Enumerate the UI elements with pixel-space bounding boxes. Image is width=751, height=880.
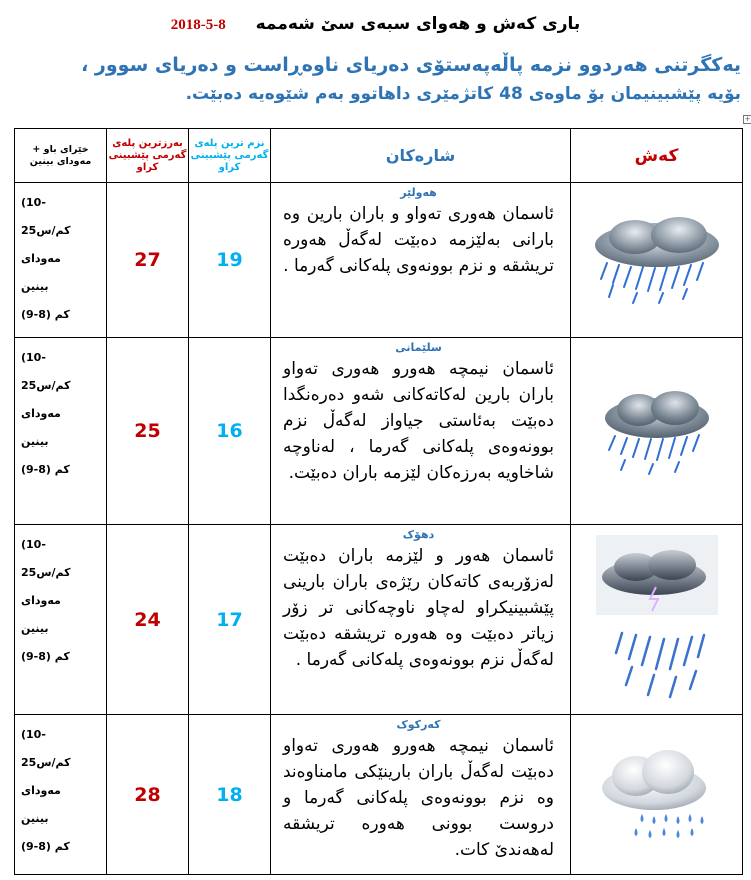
rain-cloud-icon [597, 384, 717, 479]
weather-description: ئاسمان نیمچە هەورو هەوری تەواو دەبێت لەگەڵ باران بارینێکی مامناوەند وە نزم بوونەوەی پلەکانی گەرما و دروست بوونی هەورە تریشقە لەهەندێ کات. [283, 736, 554, 860]
city-name: دهۆک [402, 528, 435, 541]
visibility-label: مەودای [21, 784, 61, 797]
table-row [15, 715, 743, 875]
weather-icon-cell [571, 338, 743, 525]
wind-speed: 25کم/س [21, 379, 71, 392]
visibility-value: (9-8) کم [21, 650, 70, 663]
forecast-title: باری کەش و هەوای سبەی سێ شەممە [255, 14, 581, 34]
wind-range: (10- [21, 196, 46, 209]
table-move-handle-icon[interactable]: + [744, 115, 751, 123]
header-min-temp: نزم ترین پلەی گەرمی پێشبینی کراو [189, 129, 271, 183]
city-cell [271, 525, 571, 715]
visibility-value: (9-8) کم [21, 463, 70, 476]
weather-icon-cell [571, 715, 743, 875]
weather-description: ئاسمان هەور و لێزمە باران دەبێت لەزۆربەی کاتەکان رێژەی باران بارینی پێشبینیکراو لەچاو ناوچەکانی تر زۆر زیاتر دەبێت وە هەورە تریشقە دەبێت لەگەڵ نزم بوونەوەی پلەکانی گەرما . [283, 546, 554, 670]
city-cell [271, 338, 571, 525]
wind-visibility-cell [15, 525, 107, 715]
weather-icon-cell [571, 525, 743, 715]
wind-speed: 25کم/س [21, 224, 71, 237]
page-title [0, 14, 751, 34]
city-name: کەرکوک [396, 718, 441, 731]
table-row [15, 183, 743, 338]
visibility-label-2: بینین [21, 280, 49, 293]
city-cell [271, 715, 571, 875]
max-temp-cell: 24 [107, 525, 189, 715]
header-max-temp: بەرزترین پلەی گەرمی پێشبینی کراو [107, 129, 189, 183]
wind-visibility-cell [15, 715, 107, 875]
city-name: هەولێر [400, 186, 437, 199]
min-temp-cell: 17 [189, 525, 271, 715]
max-temp-cell: 27 [107, 183, 189, 338]
header-weather: کەش [571, 129, 743, 183]
city-cell [271, 183, 571, 338]
cloud-drizzle-icon [592, 740, 722, 850]
wind-speed: 25کم/س [21, 566, 71, 579]
rain-cloud-icon [587, 213, 727, 308]
table-header-row [15, 129, 743, 183]
visibility-label: مەودای [21, 407, 61, 420]
weather-icon-cell [571, 183, 743, 338]
visibility-label-2: بینین [21, 812, 49, 825]
forecast-date: 2018-5-8 [170, 17, 226, 33]
wind-speed: 25کم/س [21, 756, 71, 769]
forecast-table [14, 128, 743, 875]
city-name: سلێمانی [395, 341, 442, 354]
wind-range: (10- [21, 728, 46, 741]
wind-visibility-cell [15, 338, 107, 525]
wind-range: (10- [21, 538, 46, 551]
weather-description: ئاسمان نیمچە هەورو هەوری تەواو باران بارین لەکاتەکانی شەو دەرەنگدا دەبێت بەئاستی جیاواز لەگەڵ نزم بوونەوەی پلەکانی گەرما ، لەناوچە شاخاویە بەرزەکان لێزمە باران دەبێت. [283, 359, 554, 483]
header-cities: شارەکان [271, 129, 571, 183]
wind-visibility-cell [15, 183, 107, 338]
visibility-label: مەودای [21, 594, 61, 607]
header-wind-visibility: خێرای باو + مەودای بینین [15, 129, 107, 183]
visibility-label-2: بینین [21, 435, 49, 448]
thunderstorm-heavy-rain-icon [592, 535, 722, 705]
visibility-label: مەودای [21, 252, 61, 265]
intro-line-2: بۆیە پێشبینیمان بۆ ماوەی 48 کاتژمێری داهاتوو بەم شێوەیە دەبێت. [185, 84, 741, 104]
visibility-value: (9-8) کم [21, 840, 70, 853]
wind-range: (10- [21, 351, 46, 364]
min-temp-cell: 18 [189, 715, 271, 875]
intro-line-1: یەکگرتنی هەردوو نزمە پاڵەپەستۆی دەریای ناوەڕاست و دەریای سوور ، [81, 54, 741, 76]
visibility-value: (9-8) کم [21, 308, 70, 321]
weather-description: ئاسمان هەوری تەواو و باران بارین وە بارانی بەلێزمە دەبێت لەگەڵ هەورە تریشقە و نزم بوونەوی پلەکانی گەرما . [283, 204, 554, 276]
min-temp-cell: 19 [189, 183, 271, 338]
table-row [15, 525, 743, 715]
table-row [15, 338, 743, 525]
min-temp-cell: 16 [189, 338, 271, 525]
max-temp-cell: 25 [107, 338, 189, 525]
intro-text [6, 50, 741, 108]
max-temp-cell: 28 [107, 715, 189, 875]
visibility-label-2: بینین [21, 622, 49, 635]
